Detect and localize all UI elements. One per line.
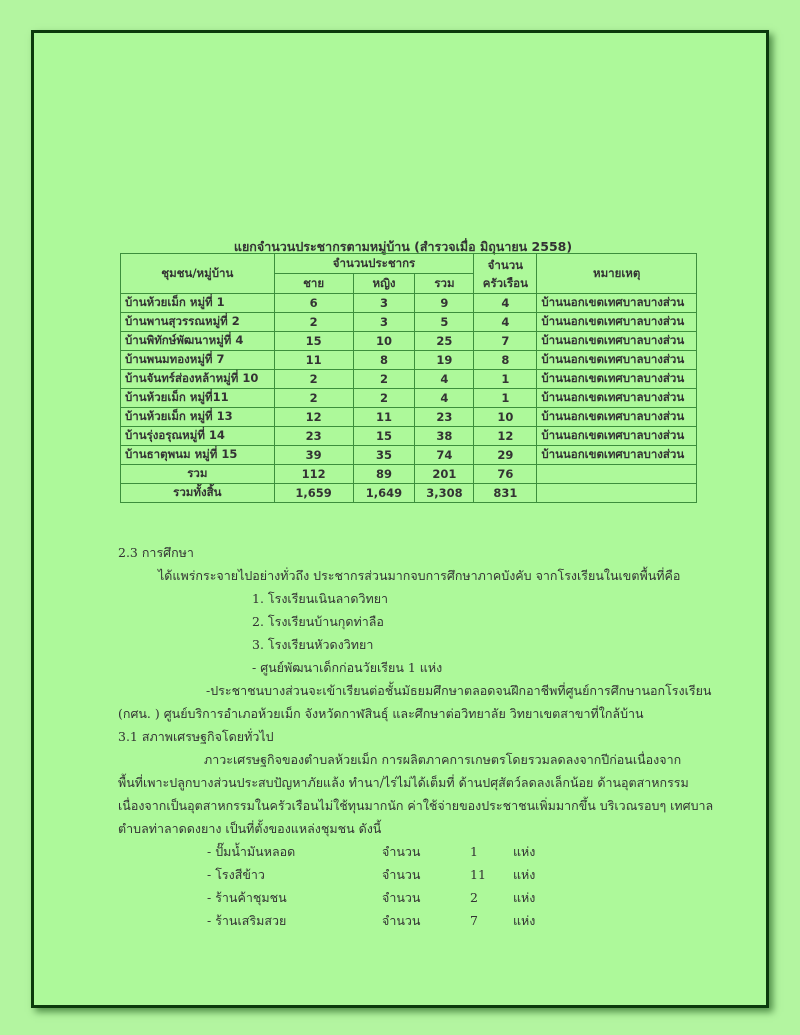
village-cell: บ้านห้วยเม็ก หมู่ที่ 1 (121, 294, 275, 313)
sum-total: 201 (415, 465, 474, 484)
education-intro: ได้แพร่กระจายไปอย่างทั่วถึง ประชากรส่วนมากจบการศึกษาภาคบังคับ จากโรงเรียนในเขตพื้นที่คือ (158, 568, 681, 583)
households-cell: 29 (474, 446, 537, 465)
total-cell: 74 (415, 446, 474, 465)
total-cell: 38 (415, 427, 474, 446)
note-cell: บ้านนอกเขตเทศบาลบางส่วน (537, 446, 697, 465)
economy-paragraph-line: พื้นที่เพาะปลูกบางส่วนประสบปัญหาภัยแล้ง ทำนา/ไร่ไม่ได้เต็มที่ ด้านปศุสัตว์ลดลงเล็กน้อย ด้านอุตสาหกรรม (118, 775, 689, 790)
business-count: 7 (470, 913, 478, 928)
total-cell: 23 (415, 408, 474, 427)
female-cell: 3 (353, 313, 415, 332)
note-cell: บ้านนอกเขตเทศบาลบางส่วน (537, 332, 697, 351)
sum-female: 89 (353, 465, 415, 484)
table-row (121, 427, 697, 446)
total-cell: 19 (415, 351, 474, 370)
households-cell: 10 (474, 408, 537, 427)
continuing-education-line: -ประชาชนบางส่วนจะเข้าเรียนต่อชั้นมัธยมศึกษาตลอดจนฝึกอาชีพที่ศูนย์การศึกษานอกโรงเรียน (206, 683, 712, 698)
business-name: - โรงสีข้าว (207, 867, 265, 882)
business-count: 11 (470, 867, 486, 882)
village-cell: บ้านจันทร์ส่องหล้าหมู่ที่ 10 (121, 370, 275, 389)
table-row (121, 351, 697, 370)
households-cell: 12 (474, 427, 537, 446)
male-cell: 2 (274, 389, 353, 408)
document-page (31, 30, 769, 1008)
business-count-label: จำนวน (382, 913, 421, 928)
continuing-education-line: (กศน. ) ศูนย์บริการอำเภอห้วยเม็ก จังหวัดกาฬสินธุ์ และศึกษาต่อวิทยาลัย วิทยาเขตสาขาที่ใกล้บ้าน (118, 706, 644, 721)
business-name: - ร้านเสริมสวย (207, 913, 287, 928)
sum-note (537, 465, 697, 484)
male-cell: 39 (274, 446, 353, 465)
sum-households: 76 (474, 465, 537, 484)
male-cell: 2 (274, 313, 353, 332)
header-female: หญิง (353, 274, 415, 294)
village-cell: บ้านรุ่งอรุณหมู่ที่ 14 (121, 427, 275, 446)
households-cell: 7 (474, 332, 537, 351)
village-cell: บ้านพนมทองหมู่ที่ 7 (121, 351, 275, 370)
grand-total-label: รวมทั้งสิ้น (121, 484, 275, 503)
business-count: 2 (470, 890, 478, 905)
business-unit: แห่ง (513, 844, 536, 859)
grand-total-households: 831 (474, 484, 537, 503)
female-cell: 11 (353, 408, 415, 427)
female-cell: 35 (353, 446, 415, 465)
business-count-label: จำนวน (382, 890, 421, 905)
note-cell: บ้านนอกเขตเทศบาลบางส่วน (537, 313, 697, 332)
total-cell: 4 (415, 389, 474, 408)
population-table (120, 253, 697, 503)
business-unit: แห่ง (513, 867, 536, 882)
village-cell: บ้านห้วยเม็ก หมู่ที่ 13 (121, 408, 275, 427)
economy-heading: 3.1 สภาพเศรษฐกิจโดยทั่วไป (118, 729, 274, 744)
male-cell: 6 (274, 294, 353, 313)
village-cell: บ้านพานสุวรรณหมู่ที่ 2 (121, 313, 275, 332)
business-count-label: จำนวน (382, 844, 421, 859)
grand-total-male: 1,659 (274, 484, 353, 503)
total-cell: 25 (415, 332, 474, 351)
village-cell: บ้านห้วยเม็ก หมู่ที่11 (121, 389, 275, 408)
business-name: - ร้านค้าชุมชน (207, 890, 287, 905)
business-count-label: จำนวน (382, 867, 421, 882)
table-row (121, 446, 697, 465)
village-cell: บ้านธาตุพนม หมู่ที่ 15 (121, 446, 275, 465)
households-cell: 1 (474, 370, 537, 389)
school-item: 1. โรงเรียนเนินลาดวิทยา (252, 591, 389, 606)
households-cell: 1 (474, 389, 537, 408)
sum-label: รวม (121, 465, 275, 484)
economy-paragraph-line: เนื่องจากเป็นอุตสาหกรรมในครัวเรือนไม่ใช้ทุนมากนัก ค่าใช้จ่ายของประชาชนเพิ่มมากขึ้น บริเวณรอบๆ เทศบาล (118, 798, 714, 813)
note-cell: บ้านนอกเขตเทศบาลบางส่วน (537, 370, 697, 389)
male-cell: 11 (274, 351, 353, 370)
sum-row (121, 465, 697, 484)
business-count: 1 (470, 844, 478, 859)
table-row (121, 332, 697, 351)
header-note: หมายเหตุ (537, 254, 697, 294)
households-cell: 4 (474, 294, 537, 313)
business-unit: แห่ง (513, 890, 536, 905)
table-body (121, 294, 697, 503)
male-cell: 15 (274, 332, 353, 351)
sum-male: 112 (274, 465, 353, 484)
table-row (121, 370, 697, 389)
households-cell: 8 (474, 351, 537, 370)
economy-paragraph-line: ภาวะเศรษฐกิจของตำบลห้วยเม็ก การผลิตภาคการเกษตรโดยรวมลดลงจากปีก่อนเนื่องจาก (204, 752, 682, 767)
grand-total-row (121, 484, 697, 503)
female-cell: 2 (353, 389, 415, 408)
male-cell: 2 (274, 370, 353, 389)
grand-total-note (537, 484, 697, 503)
school-item: 3. โรงเรียนหัวดงวิทยา (252, 637, 374, 652)
male-cell: 23 (274, 427, 353, 446)
households-cell: 4 (474, 313, 537, 332)
header-population: จำนวนประชากร (274, 254, 474, 274)
school-item: 2. โรงเรียนบ้านกุดท่าลือ (252, 614, 384, 629)
note-cell: บ้านนอกเขตเทศบาลบางส่วน (537, 294, 697, 313)
header-households: จำนวน ครัวเรือน (474, 254, 537, 294)
business-unit: แห่ง (513, 913, 536, 928)
table-row (121, 389, 697, 408)
female-cell: 2 (353, 370, 415, 389)
village-cell: บ้านพิทักษ์พัฒนาหมู่ที่ 4 (121, 332, 275, 351)
grand-total-total: 3,308 (415, 484, 474, 503)
header-total: รวม (415, 274, 474, 294)
business-name: - ปั๊มน้ำมันหลอด (207, 844, 296, 859)
female-cell: 15 (353, 427, 415, 446)
female-cell: 3 (353, 294, 415, 313)
total-cell: 4 (415, 370, 474, 389)
school-item: - ศูนย์พัฒนาเด็กก่อนวัยเรียน 1 แห่ง (252, 660, 443, 675)
female-cell: 8 (353, 351, 415, 370)
note-cell: บ้านนอกเขตเทศบาลบางส่วน (537, 408, 697, 427)
note-cell: บ้านนอกเขตเทศบาลบางส่วน (537, 389, 697, 408)
total-cell: 9 (415, 294, 474, 313)
header-male: ชาย (274, 274, 353, 294)
table-row (121, 408, 697, 427)
table-row (121, 294, 697, 313)
male-cell: 12 (274, 408, 353, 427)
grand-total-female: 1,649 (353, 484, 415, 503)
header-community: ชุมชน/หมู่บ้าน (121, 254, 275, 294)
female-cell: 10 (353, 332, 415, 351)
education-heading: 2.3 การศึกษา (118, 545, 194, 560)
economy-paragraph-line: ตำบลท่าลาดดงยาง เป็นที่ตั้งของแหล่งชุมชน ดังนี้ (118, 821, 382, 836)
total-cell: 5 (415, 313, 474, 332)
table-row (121, 313, 697, 332)
note-cell: บ้านนอกเขตเทศบาลบางส่วน (537, 427, 697, 446)
note-cell: บ้านนอกเขตเทศบาลบางส่วน (537, 351, 697, 370)
table-caption: แยกจำนวนประชากรตามหมู่บ้าน (สำรวจเมื่อ มิถุนายน 2558) (233, 239, 573, 254)
